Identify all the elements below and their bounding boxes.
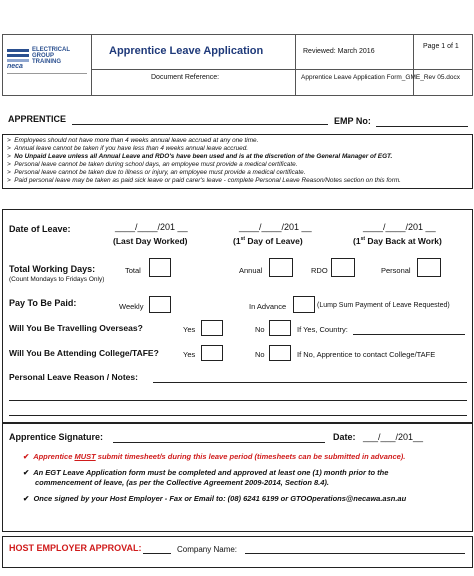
college-no-checkbox[interactable] (269, 345, 291, 361)
pay-to-be-paid-label: Pay To Be Paid: (9, 298, 77, 308)
reason-line-1[interactable] (153, 382, 467, 383)
doc-ref-label: Document Reference: (151, 74, 220, 81)
reason-line-2[interactable] (9, 400, 467, 401)
logo-mark-icon (7, 49, 29, 63)
lump-sum-note: (Lump Sum Payment of Leave Requested) (317, 302, 450, 309)
arrow-bullet-icon: > (7, 145, 11, 152)
country-label: If Yes, Country: (297, 325, 348, 334)
host-employer-section (2, 536, 473, 568)
host-employer-approval-label: HOST EMPLOYER APPROVAL: (9, 543, 142, 553)
arrow-bullet-icon: > (7, 177, 11, 184)
emp-no-label: EMP No: (334, 116, 371, 126)
travel-yes-checkbox[interactable] (201, 320, 223, 336)
country-field[interactable] (353, 334, 465, 335)
back-day-date-field[interactable]: ____/____/201 __ (363, 222, 436, 232)
arrow-bullet-icon: > (7, 169, 11, 176)
logo-line-1: ELECTRICAL (32, 47, 70, 53)
apprentice-label: APPRENTICE (8, 114, 67, 124)
personal-days-box[interactable] (417, 258, 441, 277)
rules-panel (2, 134, 473, 189)
back-day-caption: (1st Day Back at Work) (353, 236, 442, 246)
travelling-overseas-label: Will You Be Travelling Overseas? (9, 323, 143, 333)
apprentice-signature-label: Apprentice Signature: (9, 432, 104, 442)
apprentice-name-field[interactable] (72, 124, 328, 125)
personal-label: Personal (381, 266, 411, 275)
host-employer-signature-field[interactable] (143, 553, 171, 554)
form-title: Apprentice Leave Application (109, 45, 264, 57)
checkmark-icon: ✔ (23, 468, 30, 477)
rdo-days-box[interactable] (331, 258, 355, 277)
emp-no-field[interactable] (376, 126, 468, 127)
travel-no-checkbox[interactable] (269, 320, 291, 336)
annual-label: Annual (239, 266, 263, 275)
in-advance-checkbox[interactable] (293, 296, 315, 313)
page-number: Page 1 of 1 (423, 43, 459, 50)
reason-line-3[interactable] (9, 415, 467, 416)
travel-yes-label: Yes (183, 325, 196, 334)
weekly-label: Weekly (119, 302, 144, 311)
submission-deadline-note: ✔ An EGT Leave Application form must be completed and approved at least one (1) month prior to the (23, 468, 389, 477)
reviewed-date: Reviewed: March 2016 (303, 48, 375, 55)
college-no-label: No (255, 350, 265, 359)
signature-date-label: Date: (333, 432, 356, 442)
first-day-caption: (1st Day of Leave) (233, 236, 303, 246)
college-yes-label: Yes (183, 350, 196, 359)
first-day-date-field[interactable]: ____/____/201 __ (239, 222, 312, 232)
logo-text: neca (7, 63, 23, 70)
fax-email-note: ✔ Once signed by your Host Employer - Fax or Email to: (08) 6241 6199 or GTOOperations@necawa.asn.au (23, 494, 407, 503)
travel-no-label: No (255, 325, 265, 334)
checkmark-icon: ✔ (23, 494, 30, 503)
contact-tafe-note: If No, Apprentice to contact College/TAFE (297, 350, 436, 359)
rule-3: No Unpaid Leave unless all Annual Leave and RDO's have been used and is at the discretion of the General Manager of EGT. (14, 153, 393, 160)
rule-1: Employees should not have more than 4 weeks annual leave accrued at any one time. (14, 137, 259, 144)
last-day-date-field[interactable]: ____/____/201 __ (115, 222, 188, 232)
document-header (2, 34, 473, 96)
rule-6: Paid personal leave may be taken as paid sick leave or paid carer's leave - complete Personal Leave Reason/Notes section on this form. (14, 177, 401, 184)
logo (7, 47, 89, 83)
logo-line-2: GROUP (32, 53, 55, 59)
submission-deadline-note-cont: commencement of leave, (as per the Collective Agreement 2009-2014, Section 8.4). (35, 478, 330, 487)
annual-days-box[interactable] (269, 258, 293, 277)
arrow-bullet-icon: > (7, 137, 11, 144)
checkmark-icon: ✔ (23, 452, 30, 461)
signature-section (2, 423, 473, 532)
college-yes-checkbox[interactable] (201, 345, 223, 361)
weekly-checkbox[interactable] (149, 296, 171, 313)
personal-leave-reason-label: Personal Leave Reason / Notes: (9, 372, 138, 382)
doc-ref-value: Apprentice Leave Application Form_GME_Rev 05.docx (301, 74, 460, 81)
date-of-leave-label: Date of Leave: (9, 224, 71, 234)
rdo-label: RDO (311, 266, 328, 275)
total-working-days-note: (Count Mondays to Fridays Only) (9, 276, 105, 283)
last-day-caption: (Last Day Worked) (113, 236, 188, 246)
rule-5: Personal leave cannot be taken due to illness or injury, an employee must provide a medical certificate. (14, 169, 306, 176)
total-days-box[interactable] (149, 258, 171, 277)
signature-date-field[interactable]: ___/___/201__ (363, 432, 424, 442)
rule-2: Annual leave cannot be taken if you have less than 4 weeks annual leave accrued. (14, 145, 249, 152)
leave-details-section (2, 209, 473, 423)
logo-line-3: TRAINING (32, 59, 61, 65)
company-name-field[interactable] (245, 553, 465, 554)
company-name-label: Company Name: (177, 545, 238, 554)
total-label: Total (125, 266, 141, 275)
attending-college-label: Will You Be Attending College/TAFE? (9, 348, 159, 358)
rule-4: Personal leave cannot be taken during school days, an employee must provide a medical certificate. (14, 161, 298, 168)
arrow-bullet-icon: > (7, 161, 11, 168)
timesheet-note: ✔ Apprentice MUST submit timesheet/s during this leave period (timesheets can be submitted in advance). (23, 452, 406, 461)
total-working-days-label: Total Working Days: (9, 264, 96, 274)
signature-field[interactable] (113, 442, 325, 443)
arrow-bullet-icon: > (7, 153, 11, 160)
in-advance-label: In Advance (249, 302, 287, 311)
